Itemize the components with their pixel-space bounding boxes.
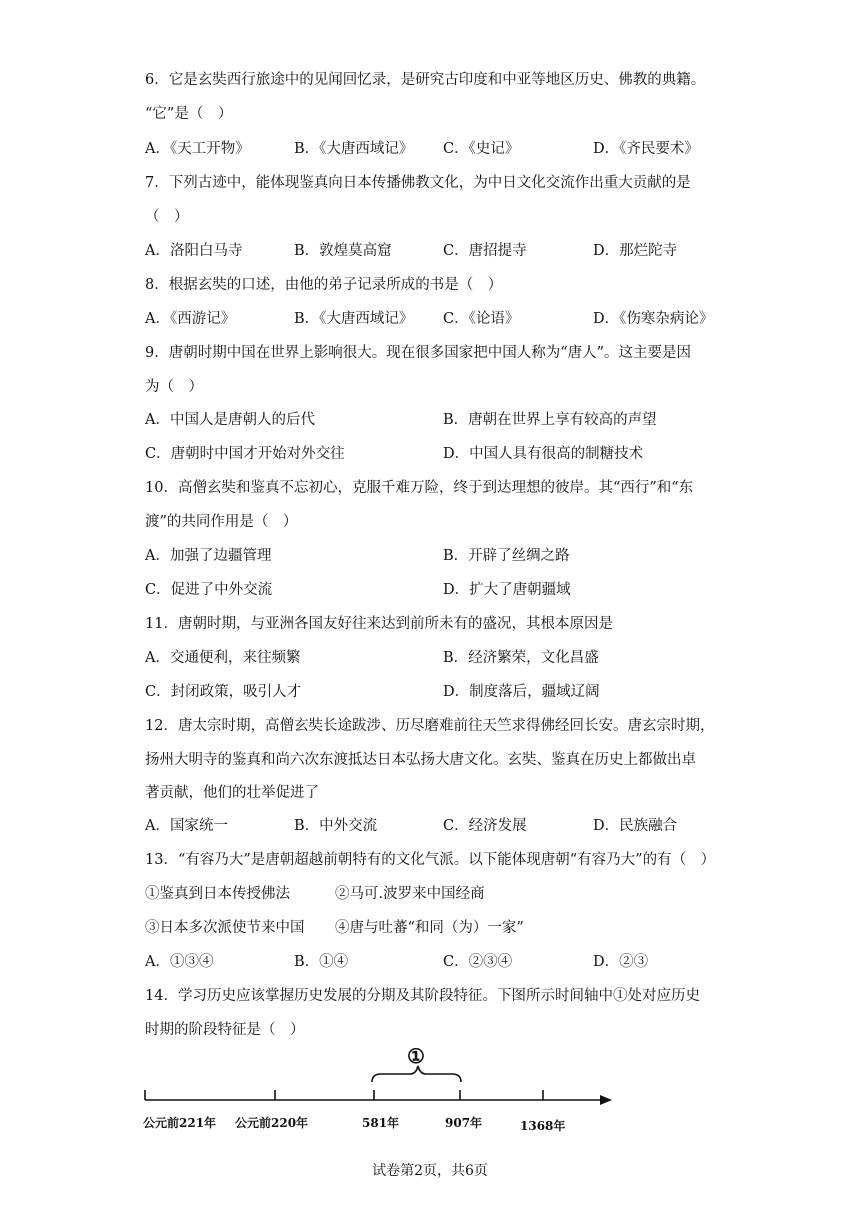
q13-option-b: B．①④: [294, 954, 349, 970]
timeline-label-1: 公元前221年: [143, 1116, 217, 1130]
q13-item-2: ②马可.波罗来中国经商: [335, 886, 485, 902]
q11-option-a: A．交通便利，来往频繁: [145, 650, 301, 666]
timeline-label-3: 581年: [362, 1116, 400, 1130]
q9-option-d: D．中国人具有很高的制糖技术: [443, 446, 644, 462]
q6-option-a: A．《天工开物》: [145, 141, 250, 157]
timeline-label-2: 公元前220年: [235, 1116, 309, 1130]
q9-option-a: A．中国人是唐朝人的后代: [145, 412, 315, 428]
timeline-label-5: 1368年: [520, 1119, 566, 1133]
q13-option-a: A．①③④: [145, 954, 214, 970]
q12-option-d: D．民族融合: [593, 818, 678, 834]
q6-line-2: “它”是（ ）: [145, 106, 233, 122]
q12-option-b: B．中外交流: [294, 818, 378, 834]
q7-option-a: A．洛阳白马寺: [145, 243, 243, 259]
q13-line-1: 13．“有容乃大”是唐朝超越前朝特有的文化气派。以下能体现唐朝“有容乃大”的有（ ）: [145, 852, 716, 868]
q12-option-a: A．国家统一: [145, 818, 228, 834]
q9-option-c: C．唐朝时中国才开始对外交往: [145, 446, 345, 462]
q8-option-d: D．《伤寒杂病论》: [593, 311, 714, 327]
q13-item-4: ④唐与吐蕃“和同（为）一家”: [335, 920, 524, 936]
q11-option-d: D．制度落后，疆域辽阔: [443, 684, 600, 700]
timeline-brace-label: ①: [407, 1044, 425, 1068]
q10-line-1: 10．高僧玄奘和鉴真不忘初心，克服千难万险，终于到达理想的彼岸。其“西行”和“东: [145, 480, 694, 496]
q10-option-a: A．加强了边疆管理: [145, 548, 272, 564]
page-footer: 试卷第2页，共6页: [372, 1163, 488, 1179]
q9-line-1: 9．唐朝时期中国在世界上影响很大。现在很多国家把中国人称为“唐人”。这主要是因: [145, 345, 692, 361]
q12-option-c: C．经济发展: [443, 818, 527, 834]
q10-option-d: D．扩大了唐朝疆域: [443, 582, 571, 598]
q12-line-2: 扬州大明寺的鉴真和尚六次东渡抵达日本弘扬大唐文化。玄奘、鉴真在历史上都做出卓: [145, 752, 696, 768]
q13-option-d: D．②③: [593, 954, 649, 970]
q8-line-1: 8．根据玄奘的口述，由他的弟子记录所成的书是（ ）: [145, 277, 503, 293]
q6-option-c: C．《史记》: [443, 141, 520, 157]
q13-item-3: ③日本多次派使节来中国: [145, 920, 305, 936]
q11-option-c: C．封闭政策，吸引人才: [145, 684, 302, 700]
timeline-arrowhead: [600, 1095, 612, 1105]
q14-line-2: 时期的阶段特征是（ ）: [145, 1022, 305, 1038]
q10-option-b: B．开辟了丝绸之路: [443, 548, 570, 564]
q11-line-1: 11．唐朝时期，与亚洲各国友好往来达到前所未有的盛况，其根本原因是: [145, 616, 613, 632]
q9-line-2: 为（ ）: [145, 379, 203, 395]
q10-line-2: 渡”的共同作用是（ ）: [145, 514, 298, 530]
q7-option-b: B．敦煌莫高窟: [294, 243, 392, 259]
q6-option-b: B．《大唐西域记》: [294, 141, 414, 157]
q7-option-d: D．那烂陀寺: [593, 243, 678, 259]
timeline-brace: [372, 1066, 461, 1082]
q9-option-b: B．唐朝在世界上享有较高的声望: [443, 412, 657, 428]
q12-line-3: 著贡献，他们的壮举促进了: [145, 785, 319, 801]
q8-option-a: A．《西游记》: [145, 311, 236, 327]
q6-line-1: 6．它是玄奘西行旅途中的见闻回忆录，是研究古印度和中亚等地区历史、佛教的典籍。: [145, 72, 706, 88]
q12-line-1: 12．唐太宗时期，高僧玄奘长途跋涉、历尽磨难前往天竺求得佛经回长安。唐玄宗时期，: [145, 718, 715, 734]
q11-option-b: B．经济繁荣，文化昌盛: [443, 650, 599, 666]
q6-option-d: D．《齐民要术》: [593, 141, 699, 157]
q7-line-1: 7．下列古迹中，能体现鉴真向日本传播佛教文化，为中日文化交流作出重大贡献的是: [145, 175, 691, 191]
timeline-label-4: 907年: [445, 1116, 483, 1130]
q7-option-c: C．唐招提寺: [443, 243, 527, 259]
q8-option-b: B．《大唐西域记》: [294, 311, 414, 327]
q7-line-2: （ ）: [145, 209, 189, 225]
q10-option-c: C．促进了中外交流: [145, 582, 273, 598]
q13-item-1: ①鉴真到日本传授佛法: [145, 886, 290, 902]
q8-option-c: C．《论语》: [443, 311, 520, 327]
q13-option-c: C．②③④: [443, 954, 513, 970]
q14-line-1: 14．学习历史应该掌握历史发展的分期及其阶段特征。下图所示时间轴中①处对应历史: [145, 988, 700, 1004]
